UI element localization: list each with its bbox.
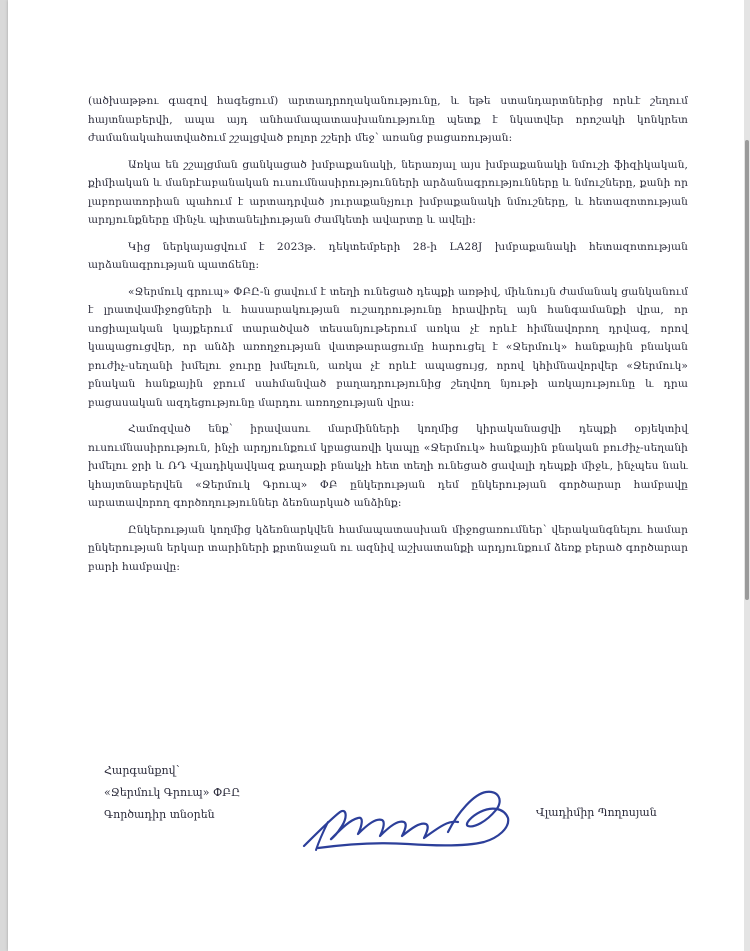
paragraph-1: (ածխաթթու գազով հագեցում) արտադրողականությունը, և եթե ստանդարտներից որևէ շեղում հայտնաբերվի, ապա այդ անհամապատասխանությունը պետք է նկատվեր որոշակի կոնկրետ ժամանակահատվածում շշալցված բոլոր շշերի մեջ՝ առանց բացառության: <box>88 95 688 144</box>
paragraph-4: «Ջերմուկ գրուպ» ՓԲԸ-ն ցավում է տեղի ունեցած դեպքի առթիվ, միևնույն ժամանակ ցանկանում է լրատվամիջոցների և հասարակության ուշադրությունը հրավիրել այն հանգամանքի վրա, որ սոցիալական կայքերում տարածված տեսանյութերում առկա չէ որևէ հիմնավորող դրվագ, որով կապացուցվեր, որ անձի առողջության վատթարացումը հարուցել է «Ջերմուկ» հանքային բնական բուժիչ-սեղանի խմելու ջուրը խմելուն, առկա չէ որևէ ապացույց, որով կհիմնավորվեր «Ջերմուկ» բնական հանքային ջրում սահմանված բաղադրությունից շեղվող նյութի առկայությունը և դրա բացասական ազդեցությունը մարդու առողջության վրա: <box>88 285 688 409</box>
paragraph-3: Կից ներկայացվում է 2023թ. դեկտեմբերի 28-ի LA28J խմբաքանակի հետազոտության արձանագրության պատճենը: <box>88 240 688 271</box>
company-name: «Ջերմուկ Գրուպ» ՓԲԸ <box>104 786 241 799</box>
closing-block <box>104 760 240 826</box>
handwritten-signature <box>298 782 518 862</box>
document-page <box>8 0 746 951</box>
paragraph-6: Ընկերության կողմից կձեռնարկվեն համապատասխան միջոցառումներ՝ վերականգնելու համար ընկերության երկար տարիների քրտնաջան ու ազնիվ աշխատանքի արդյունքում ձեռք բերած գործարար բարի համբավը: <box>88 523 688 573</box>
paragraph-2: Առկա են շշալցման ցանկացած խմբաքանակի, ներառյալ այս խմբաքանակի նմուշի ֆիզիկական, քիմիական և մանրէաբանական ուսումնասիրությունների արձանագրությունները և նմուշները, քանի որ լաբորատորիան պահում է արտադրված յուրաքանչյուր խմբաքանակի նմուշները, և հետազոտության արդյունքները մինչև պիտանելիության ժամկետի ավարտը և ավելի: <box>88 158 688 226</box>
signer-position: Գործադիր տնօրեն <box>104 808 215 821</box>
paragraph-5: Համոզված ենք՝ իրավասու մարմինների կողմից կիրականացվի դեպքի օբյեկտիվ ուսումնասիրություն, ինչի արդյունքում կբացառվի կապը «Ջերմուկ» հանքային բնական բուժիչ-սեղանի խմելու ջրի և ՌԴ Վլադիկավկազ քաղաքի բնակչի հետ տեղի ունեցած ցավալի դեպքի միջև, ինչպես նաև կհայտնաբերվեն «Ջերմուկ Գրուպ» ՓԲ ընկերության դեմ ընկերության գործարար համբավը արատավորող գործողություններ ձեռնարկած անձինք: <box>88 423 688 509</box>
scrollbar[interactable] <box>744 0 750 951</box>
salutation: Հարգանքով՝ <box>104 764 180 777</box>
scrollbar-thumb[interactable] <box>745 140 749 600</box>
signer-name: Վլադիմիր Պողոսյան <box>536 806 657 819</box>
letter-body <box>88 92 688 584</box>
